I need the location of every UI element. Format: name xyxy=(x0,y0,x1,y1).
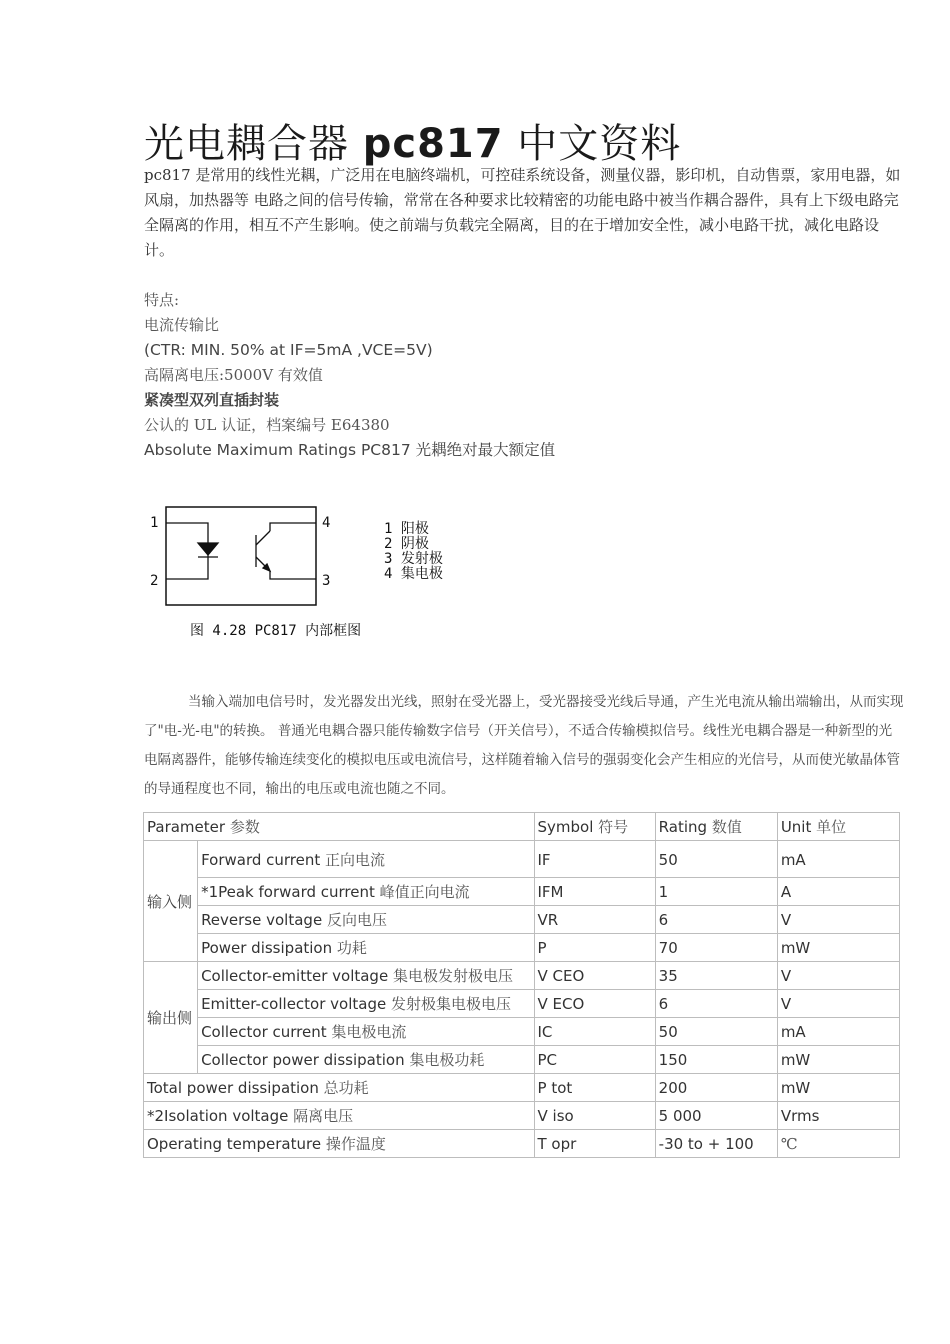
table-cell: T opr xyxy=(534,1130,655,1158)
feature-item: (CTR: MIN. 50% at IF=5mA ,VCE=5V) xyxy=(144,341,433,359)
feature-item: 电流传输比 xyxy=(144,316,220,334)
table-cell: V iso xyxy=(534,1102,655,1130)
table-cell: IF xyxy=(534,841,655,878)
table-row xyxy=(144,1046,900,1074)
phototransistor-symbol xyxy=(256,523,316,579)
header-rating xyxy=(655,813,777,841)
pin-legend-item: 4 集电极 xyxy=(384,566,443,582)
cell-text-zh: 隔离电压 xyxy=(293,1107,354,1125)
table-cell: 6 xyxy=(655,906,777,934)
cell-text-en: Rating xyxy=(658,818,708,836)
table-cell: 50 xyxy=(655,1018,777,1046)
cell-text-en: Forward current xyxy=(201,850,321,869)
table-row xyxy=(144,962,900,990)
pin-label-3: 3 xyxy=(322,573,331,589)
table-cell xyxy=(198,962,534,990)
features-list xyxy=(144,288,904,463)
cell-text-en: Unit xyxy=(780,818,812,836)
table-cell: ℃ xyxy=(777,1130,899,1158)
diagram-caption: 图 4.28 PC817 内部框图 xyxy=(190,623,362,639)
cell-text-en: *1Peak forward current xyxy=(201,883,375,901)
cell-text-en: Parameter xyxy=(147,818,226,836)
cell-text-zh: 集电极功耗 xyxy=(409,1051,485,1069)
table-cell: 70 xyxy=(655,934,777,962)
table-cell: V xyxy=(777,962,899,990)
table-row xyxy=(144,1018,900,1046)
table-cell: 50 xyxy=(655,841,777,878)
cell-text-zh: 单位 xyxy=(816,818,847,836)
table-cell: mA xyxy=(777,841,899,878)
title-prefix: 光电耦合器 xyxy=(144,121,363,167)
table-cell: mW xyxy=(777,1046,899,1074)
table-cell xyxy=(198,841,534,878)
table-cell: V ECO xyxy=(534,990,655,1018)
table-cell: 35 xyxy=(655,962,777,990)
cell-text-en: Collector-emitter voltage xyxy=(201,967,389,985)
cell-text-en: Power dissipation xyxy=(201,939,333,957)
table-cell: 5 000 xyxy=(655,1102,777,1130)
table-cell: 200 xyxy=(655,1074,777,1102)
table-cell: mA xyxy=(777,1018,899,1046)
table-cell xyxy=(144,1102,535,1130)
cell-text-en: Collector power dissipation xyxy=(201,1051,405,1069)
pc817-block-diagram xyxy=(144,505,344,610)
cell-text-zh: 反向电压 xyxy=(326,911,387,929)
cell-text-zh: 总功耗 xyxy=(323,1079,369,1097)
table-row xyxy=(144,1102,900,1130)
pin-legend-item: 1 阳极 xyxy=(384,521,429,537)
cell-text-zh: 集电极发射极电压 xyxy=(392,967,513,985)
cell-text-en: Symbol xyxy=(537,818,594,836)
feature-item: Absolute Maximum Ratings PC817 光耦绝对最大额定值 xyxy=(144,441,556,459)
cell-text-zh: 参数 xyxy=(229,818,260,836)
table-row xyxy=(144,1074,900,1102)
pin-legend xyxy=(384,522,443,582)
pin-label-2: 2 xyxy=(150,573,159,589)
header-parameter xyxy=(144,813,535,841)
pin-legend-item: 2 阴极 xyxy=(384,536,429,552)
table-row xyxy=(144,906,900,934)
title-suffix: 中文资料 xyxy=(503,121,682,167)
cell-text-en: Reverse voltage xyxy=(201,911,323,929)
feature-item: 紧凑型双列直插封装 xyxy=(144,391,280,409)
cell-text-zh: 数值 xyxy=(711,818,742,836)
led-symbol xyxy=(166,523,218,579)
cell-text-en: Collector current xyxy=(201,1023,327,1041)
table-cell: P tot xyxy=(534,1074,655,1102)
header-symbol xyxy=(534,813,655,841)
table-cell: 1 xyxy=(655,878,777,906)
cell-text-zh: 功耗 xyxy=(336,939,367,957)
pin-legend-item: 3 发射极 xyxy=(384,551,443,567)
table-cell xyxy=(198,1018,534,1046)
table-cell: mW xyxy=(777,1074,899,1102)
table-row xyxy=(144,878,900,906)
header-unit xyxy=(777,813,899,841)
table-cell: IFM xyxy=(534,878,655,906)
table-cell xyxy=(198,906,534,934)
table-cell: 6 xyxy=(655,990,777,1018)
cell-text-en: Emitter-collector voltage xyxy=(201,995,387,1013)
table-row xyxy=(144,1130,900,1158)
description-paragraph: 当输入端加电信号时，发光器发出光线，照射在受光器上，受光器接受光线后导通，产生光电流从输出端输出，从而实现了"电-光-电"的转换。 普通光电耦合器只能传输数字信号（开关信号），不适合传输模拟信号。线性光电耦合器是一种新型的光电隔离器件，能够传输连续变化的模拟电压或电流信号，这样随着输入信号的强弱变化会产生相应的光信号，从而使光敏晶体管的导通程度也不同，输出的电压或电流也随之不同。 xyxy=(144,694,904,797)
table-cell xyxy=(198,1046,534,1074)
table-cell: V xyxy=(777,906,899,934)
table-cell: V xyxy=(777,990,899,1018)
table-row xyxy=(144,934,900,962)
table-cell: PC xyxy=(534,1046,655,1074)
table-cell: Vrms xyxy=(777,1102,899,1130)
table-cell: A xyxy=(777,878,899,906)
cell-text-zh: 正向电流 xyxy=(325,850,386,869)
ratings-table xyxy=(143,812,900,1158)
table-cell: -30 to + 100 xyxy=(655,1130,777,1158)
package-outline xyxy=(166,507,316,605)
cell-text-zh: 发射极集电极电压 xyxy=(391,995,512,1013)
page-title xyxy=(144,112,681,169)
table-cell xyxy=(198,878,534,906)
group-output-side: 输出侧 xyxy=(144,962,198,1074)
table-cell: VR xyxy=(534,906,655,934)
cell-text-en: Operating temperature xyxy=(147,1135,322,1153)
cell-text-zh: 操作温度 xyxy=(325,1135,386,1153)
table-cell: 150 xyxy=(655,1046,777,1074)
cell-text-zh: 符号 xyxy=(598,818,629,836)
table-cell xyxy=(198,990,534,1018)
table-cell xyxy=(144,1130,535,1158)
cell-text-en: Total power dissipation xyxy=(147,1079,319,1097)
table-row xyxy=(144,990,900,1018)
feature-item: 高隔离电压:5000V 有效值 xyxy=(144,366,323,384)
cell-text-zh: 峰值正向电流 xyxy=(379,883,470,901)
table-cell xyxy=(198,934,534,962)
pin-label-1: 1 xyxy=(150,515,159,531)
table-cell: mW xyxy=(777,934,899,962)
feature-item: 公认的 UL 认证，档案编号 E64380 xyxy=(144,416,390,434)
features-heading: 特点: xyxy=(144,291,180,309)
group-input-side: 输入侧 xyxy=(144,841,198,962)
table-cell: IC xyxy=(534,1018,655,1046)
title-model: pc817 xyxy=(362,121,504,167)
cell-text-zh: 集电极电流 xyxy=(331,1023,407,1041)
intro-paragraph: pc817 是常用的线性光耦，广泛用在电脑终端机，可控硅系统设备，测量仪器，影印机，自动售票，家用电器，如风扇，加热器等 电路之间的信号传输，常常在各种要求比较精密的功能电路中被当作耦合器件，具有上下级电路完全隔离的作用，相互不产生影响。使之前端与负载完全隔离，目的在于增加安全性，减小电路干扰，减化电路设计。 xyxy=(144,166,901,259)
table-cell: V CEO xyxy=(534,962,655,990)
table-cell xyxy=(144,1074,535,1102)
cell-text-en: *2Isolation voltage xyxy=(147,1107,289,1125)
table-header-row xyxy=(144,813,900,841)
table-cell: P xyxy=(534,934,655,962)
pin-label-4: 4 xyxy=(322,515,331,531)
table-row xyxy=(144,841,900,878)
